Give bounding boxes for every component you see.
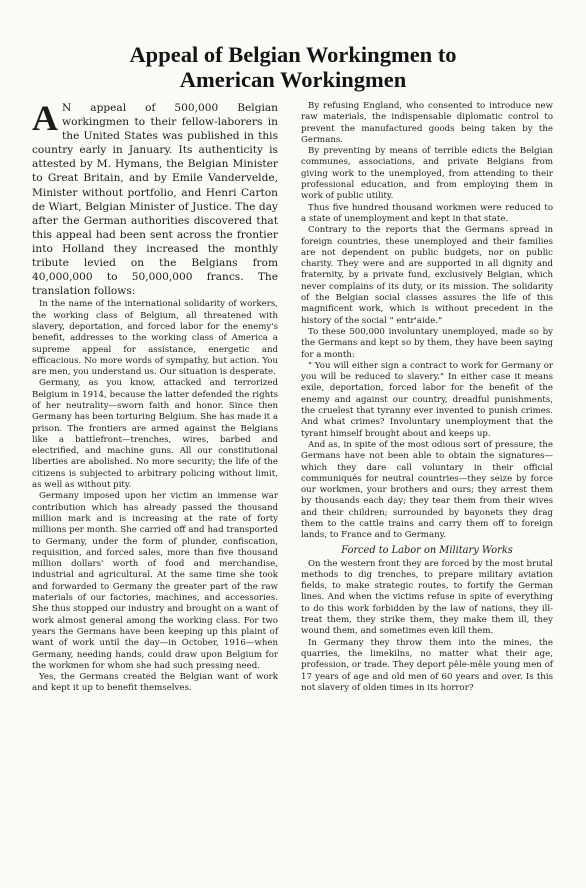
right-column [301, 101, 553, 694]
body-paragraph: To these 500,000 involuntary unemployed, made so by the Germans and kept so by them, they have been saying for a month: [301, 326, 553, 360]
article-title [40, 42, 546, 92]
left-column [32, 98, 278, 695]
body-paragraph: And as, in spite of the most odious sort of pressure, the Germans have not been able to obtain the signatures—which they dare call voluntary in their official communiqués for neutral countries—they seize by force our workmen, your brothers and ours; they arrest them by thousands each day; they tear them from their wives and their children; surrounded by bayonets they drag them to the cattle trains and carry them off to foreign lands, to France and to Germany. [301, 439, 553, 541]
body-paragraph: By refusing England, who consented to introduce new raw materials, the indispensable diplomatic control to prevent the manufactured goods being taken by the Germans. [301, 101, 553, 145]
body-paragraph: " You will either sign a contract to work for Germany or you will be reduced to slavery." In either case it means exile, deportation, forced labor for the benefit of the enemy and against our country, dreadful punishments, the cruelest that tyranny ever invented to punish crimes. And what crimes? Involuntary unemployment that the tyrant himself brought about and keeps up. [301, 360, 553, 439]
title-line-2: American Workingmen [179, 67, 407, 92]
lead-text: N appeal of 500,000 Belgian workingmen to their fellow-laborers in the United States was published in this country early in January. Its authenticity is attested by M. Hymans, the Belgian Minister to Great Britain, and by Emile Vandervelde, Minister without portfolio, and Henri Carton de Wiart, Belgian Minister of Justice. The day after the German authorities discovered that this appeal had been sent across the frontier into Holland they increased the monthly tribute levied on the Belgians from 40,000,000 to 50,000,000 francs. The translation follows: [32, 102, 278, 298]
body-paragraph: Yes, the Germans created the Belgian want of work and kept it up to benefit themselves. [32, 672, 278, 694]
title-line-1: Appeal of Belgian Workingmen to [129, 42, 457, 67]
body-paragraph: Germany imposed upon her victim an immense war contribution which has already passed the thousand million mark and is increasing at the rate of forty millions per month. She carried off and had transported to Germany, under the form of plunder, confiscation, requisition, and forced sales, more than five thousand million dollars' worth of food and merchandise, industrial and agricultural. At the same time she took and forwarded to Germany the greater part of the raw materials of our factories, machines, and accessories. She thus stopped our industry and brought on a want of work almost general among the working class. For two years the Germans have been keeping up this plaint of want of work until the day—in October, 1916—when Germany, needing hands, could draw upon Belgium for the workmen for whom she had such pressing need. [32, 491, 278, 671]
drop-cap: A [32, 98, 58, 138]
body-paragraph: Thus five hundred thousand workmen were reduced to a state of unemployment and kept in that state. [301, 202, 553, 224]
body-paragraph: Contrary to the reports that the Germans spread in foreign countries, these unemployed and their families are not dependent on public budgets, nor on public charity. They were and are supported in all dignity and fraternity, by a private fund, exclusively Belgian, which never complains of its duty, or its mission. The solidarity of the Belgian social classes assures the life of this magnificent work, which is without precedent in the history of the social " entr'aide." [301, 225, 553, 326]
section-subheading: Forced to Labor on Military Works [341, 544, 513, 556]
body-paragraph: In Germany they throw them into the mines, the quarries, the limekilns, no matter what their age, profession, or trade. They deport pêle-mêle young men of 17 years of age and old men of 60 years and over. Is this not slavery of olden times in its horror? [301, 637, 553, 693]
lead-paragraph [32, 98, 278, 298]
body-paragraph: Germany, as you know, attacked and terrorized Belgium in 1914, because the latter defended the rights of her neutrality—sworn faith and honor. Since then Germany has been torturing Belgium. She has made it a prison. The frontiers are armed against the Belgians like a battlefront—trenches, wires, barbed and electrified, and machine guns. All our constitutional liberties are abolished. No more security; the life of the citizens is subjected to arbitrary policing without limit, as well as without pity. [32, 378, 278, 491]
body-paragraph: In the name of the international solidarity of workers, the working class of Belgium, all threatened with slavery, deportation, and forced labor for the enemy's benefit, addresses to the working class of America a supreme appeal for assistance, energetic and efficacious. No more words of sympathy, but action. You are men, you understand us. Our situation is desperate. [32, 299, 278, 378]
body-paragraph: By preventing by means of terrible edicts the Belgian communes, associations, and private Belgians from giving work to the unemployed, from attending to their professional education, and from employing them in work of public utility. [301, 146, 553, 202]
body-paragraph: On the western front they are forced by the most brutal methods to dig trenches, to prepare military aviation fields, to make strategic routes, to fortify the German lines. And when the victims refuse in spite of everything to do this work forbidden by the law of nations, they ill-treat them, they strike them, they make them ill, they wound them, and sometimes even kill them. [301, 558, 553, 637]
